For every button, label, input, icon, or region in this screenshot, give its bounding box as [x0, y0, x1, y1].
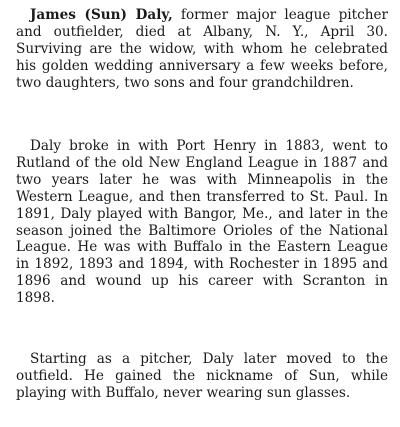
obituary-paragraph-3: Starting as a pitcher, Daly later moved to the outfield. He gained the nickname of Sun, while playing with Buffalo, never wearing sun glasses.: [16, 351, 388, 401]
subject-name: James (Sun) Daly,: [30, 7, 173, 23]
obituary-paragraph-2: Daly broke in with Port Henry in 1883, went to Rutland of the old New England League in 1887 and two years later he was with Minneapolis in the Western League, and then transferred to St. Paul. In 1891, Daly played with Bangor, Me., and later in the season joined the Baltimore Orioles of the National League. He was with Buffalo in the Eastern League in 1892, 1893 and 1894, with Rochester in 1895 and 1896 and wound up his career with Scranton in 1898.: [16, 138, 388, 307]
obituary-paragraph-1: [16, 7, 388, 92]
paragraph-1-text: former major league pitcher and outfielder, died at Albany, N. Y., April 30. Surviving are the widow, with whom he celebrated his golden wedding anniversary a few weeks before, two daughters, two sons and four grandchildren.: [16, 7, 388, 91]
